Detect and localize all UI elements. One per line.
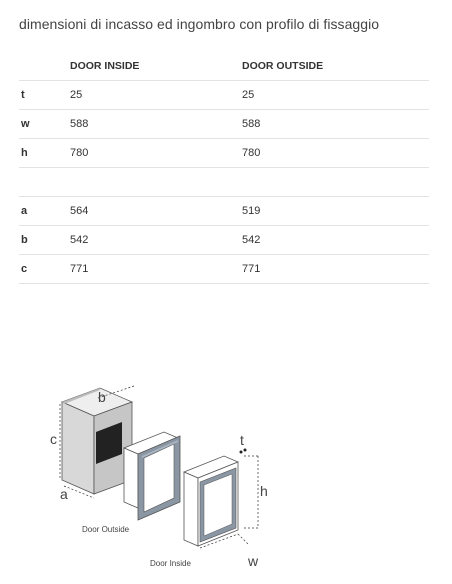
row-key: a [19, 197, 70, 226]
cell-door-outside: 542 [242, 226, 429, 255]
row-key: h [19, 139, 70, 168]
label-h: h [260, 483, 268, 499]
cell-door-inside [70, 168, 242, 197]
caption-door-outside: Door Outside [82, 525, 130, 534]
header-door-outside: DOOR OUTSIDE [242, 52, 429, 81]
cell-door-inside: 588 [70, 110, 242, 139]
recess-box [62, 388, 132, 494]
header-door-inside: DOOR INSIDE [70, 52, 242, 81]
door-thickness-marks [240, 449, 247, 454]
label-c: c [50, 431, 57, 447]
table-row [19, 139, 429, 168]
cell-door-inside: 564 [70, 197, 242, 226]
cell-door-outside [242, 168, 429, 197]
cell-door-outside: 780 [242, 139, 429, 168]
dimensions-table [19, 52, 429, 284]
table-row [19, 110, 429, 139]
cell-door-inside: 25 [70, 81, 242, 110]
cell-door-inside: 780 [70, 139, 242, 168]
appliance-door-outside [124, 432, 180, 520]
table-row [19, 197, 429, 226]
table-row [19, 255, 429, 284]
label-w: w [248, 553, 259, 569]
installation-diagram [38, 384, 282, 574]
label-t: t [240, 432, 244, 448]
row-key: c [19, 255, 70, 284]
cell-door-inside: 771 [70, 255, 242, 284]
row-key: b [19, 226, 70, 255]
label-a: a [60, 486, 68, 502]
row-key [19, 168, 70, 197]
table-row [19, 226, 429, 255]
table-row-spacer [19, 168, 429, 197]
row-key: w [19, 110, 70, 139]
cell-door-outside: 771 [242, 255, 429, 284]
cell-door-outside: 588 [242, 110, 429, 139]
appliance-door-inside [184, 456, 238, 546]
table-row [19, 81, 429, 110]
table-header-row [19, 52, 429, 81]
page-heading: dimensioni di incasso ed ingombro con profilo di fissaggio [19, 16, 380, 32]
row-key: t [19, 81, 70, 110]
header-key [19, 52, 70, 81]
cell-door-inside: 542 [70, 226, 242, 255]
caption-door-inside: Door Inside [150, 559, 191, 568]
label-b: b [98, 389, 106, 405]
cell-door-outside: 519 [242, 197, 429, 226]
cell-door-outside: 25 [242, 81, 429, 110]
